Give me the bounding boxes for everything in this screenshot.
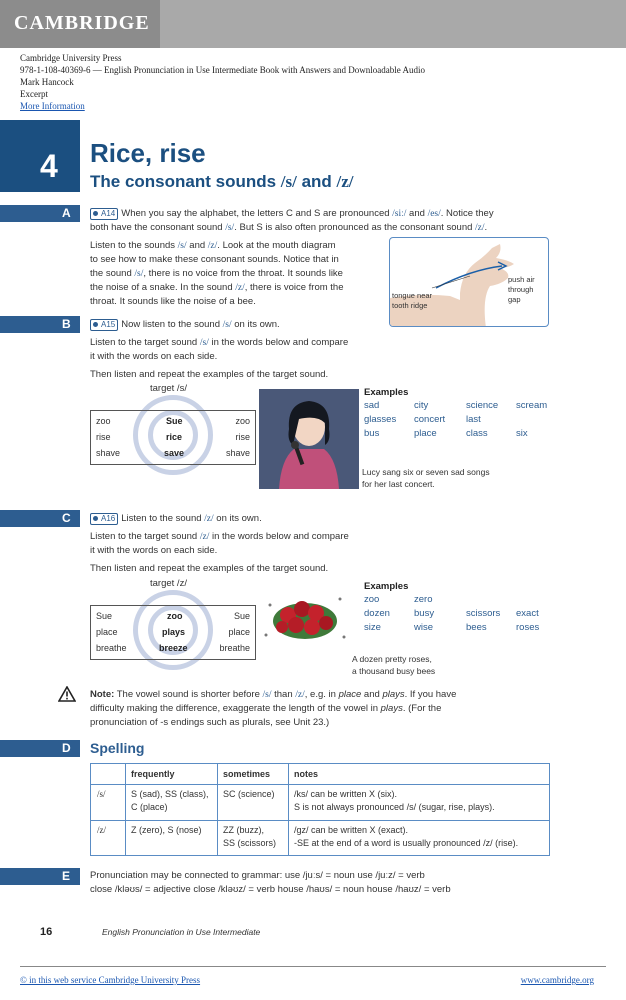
- section-b-caption: Lucy sang six or seven sad songs for her last concert.: [362, 467, 490, 489]
- example-word: zoo: [364, 594, 380, 605]
- audio-track-a16[interactable]: A16: [90, 513, 118, 525]
- table-divider: [217, 764, 218, 855]
- examples-s-title: Examples: [364, 387, 409, 398]
- unit-title: Rice, rise: [90, 138, 206, 168]
- row-frequently: C (place): [131, 802, 168, 812]
- section-c-line3: it with the words on each side.: [90, 545, 218, 556]
- examples-z-grid: [364, 594, 554, 636]
- section-d-letter: D: [62, 741, 71, 755]
- footer-divider: [20, 966, 606, 967]
- header-notes: notes: [294, 769, 319, 779]
- section-a-p2-line3: the sound /s/, there is no voice from the throat. It sounds like: [90, 268, 343, 279]
- book-title: English Pronunciation in Use Intermediate: [102, 927, 261, 937]
- example-word: bees: [466, 622, 487, 633]
- target-z-table: [90, 605, 256, 660]
- row-sound: /z/: [97, 825, 106, 835]
- example-word: size: [364, 622, 381, 633]
- target-z-diagram: [90, 578, 256, 678]
- section-a-intro-line1: A14 When you say the alphabet, the letters C and S are pronounced /siː/ and /es/. Notice they: [90, 207, 494, 221]
- target-s-label: target /s/: [150, 383, 187, 394]
- section-b-line4: Then listen and repeat the examples of the target sound.: [90, 369, 329, 380]
- example-word: last: [466, 414, 481, 425]
- section-c-line4: Then listen and repeat the examples of the target sound.: [90, 563, 329, 574]
- word-right: zoo: [235, 416, 250, 426]
- word-target: plays: [162, 627, 186, 637]
- word-left: zoo: [96, 416, 111, 426]
- word-target: save: [164, 448, 185, 458]
- section-a-letter: A: [62, 206, 71, 220]
- section-a-p2-line5: throat. It sounds like the noise of a bee.: [90, 296, 256, 307]
- example-word: science: [466, 400, 499, 411]
- section-c-line1: A16 Listen to the sound /z/ on its own.: [90, 512, 262, 526]
- examples-s-grid: [364, 400, 554, 442]
- section-b-line2: Listen to the target sound /s/ in the words below and compare: [90, 337, 349, 348]
- word-left: shave: [96, 448, 121, 458]
- diagram-label-tongue: tongue near tooth ridge: [392, 291, 433, 310]
- audio-track-a14[interactable]: A14: [90, 208, 118, 220]
- row-sometimes: SC (science): [223, 789, 275, 799]
- example-word: scream: [516, 400, 548, 411]
- section-b-line1: A15 Now listen to the sound /s/ on its own.: [90, 318, 280, 332]
- example-word: city: [414, 400, 429, 411]
- example-word: place: [414, 428, 437, 439]
- word-left: Sue: [96, 611, 113, 621]
- mouth-diagram: [389, 237, 549, 327]
- target-z-label: target /z/: [150, 578, 187, 589]
- header-sometimes: sometimes: [223, 769, 271, 779]
- author: Mark Hancock: [20, 77, 74, 87]
- section-e-letter: E: [62, 869, 71, 883]
- diagram-label-air: push air through gap: [508, 275, 535, 304]
- example-word: busy: [414, 608, 435, 619]
- example-word: six: [516, 428, 528, 439]
- row-notes: /gz/ can be written X (exact).: [294, 825, 409, 835]
- note-line1: Note: The vowel sound is shorter before /s/ than /z/, e.g. in place and plays. If you have: [90, 689, 457, 700]
- warning-icon: [58, 686, 76, 702]
- cambridge-logo: CAMBRIDGE: [14, 12, 150, 34]
- word-right: place: [228, 627, 250, 637]
- roses-illustration: [260, 585, 350, 645]
- example-word: scissors: [466, 608, 501, 619]
- copyright-link[interactable]: © in this web service Cambridge University Press: [20, 975, 201, 985]
- word-right: shave: [225, 448, 250, 458]
- more-information-link[interactable]: More Information: [20, 101, 85, 111]
- word-left: place: [96, 627, 118, 637]
- example-word: bus: [364, 428, 380, 439]
- word-right: breathe: [219, 643, 250, 653]
- section-a-p2-line2: to see how to make these consonant sounds. Notice that in: [90, 254, 339, 265]
- cambridge-site-link[interactable]: www.cambridge.org: [520, 975, 594, 985]
- example-word: sad: [364, 400, 380, 411]
- section-a-p2-line1: Listen to the sounds /s/ and /z/. Look at the mouth diagram: [90, 240, 336, 251]
- example-word: exact: [516, 608, 539, 619]
- word-target: rice: [166, 432, 183, 442]
- section-e-line1: Pronunciation may be connected to grammar: use /juːs/ = noun use /juːz/ = verb: [90, 870, 425, 881]
- row-notes: -SE at the end of a word is usually pronounced /z/ (rise).: [294, 838, 519, 848]
- isbn-line: 978-1-108-40369-6 — English Pronunciation in Use Intermediate Book with Answers and Downloadable Audio: [20, 65, 425, 75]
- note-line2: difficulty making the difference, exaggerate the length of the vowel in plays. (For the: [90, 703, 442, 714]
- excerpt-label: Excerpt: [20, 89, 48, 99]
- table-divider: [91, 784, 549, 785]
- row-sometimes: ZZ (buzz),: [223, 825, 265, 835]
- word-left: rise: [96, 432, 111, 442]
- table-divider: [288, 764, 289, 855]
- example-word: wise: [414, 622, 434, 633]
- examples-z-title: Examples: [364, 581, 409, 592]
- row-frequently: S (sad), SS (class),: [131, 789, 209, 799]
- note-line3: pronunciation of -s endings such as plurals, see Unit 23.): [90, 717, 330, 728]
- row-sound: /s/: [97, 789, 106, 799]
- row-frequently: Z (zero), S (nose): [131, 825, 202, 835]
- spelling-table: [90, 763, 550, 856]
- example-word: dozen: [364, 608, 390, 619]
- section-c-letter: C: [62, 511, 71, 525]
- example-word: class: [466, 428, 488, 439]
- unit-number: 4: [40, 148, 58, 184]
- section-e-line2: close /kləʊs/ = adjective close /kləʊz/ = verb house /haʊs/ = noun house /haʊz/ = verb: [90, 884, 451, 895]
- section-c-caption: A dozen pretty roses, a thousand busy bees: [352, 654, 436, 676]
- row-notes: /ks/ can be written X (six).: [294, 789, 398, 799]
- spelling-title: Spelling: [90, 740, 145, 756]
- example-word: roses: [516, 622, 540, 633]
- section-b-line3: it with the words on each side.: [90, 351, 218, 362]
- section-c-line2: Listen to the target sound /z/ in the words below and compare: [90, 531, 349, 542]
- word-right: rise: [235, 432, 250, 442]
- word-target: Sue: [166, 416, 183, 426]
- target-s-diagram: [90, 383, 256, 483]
- section-a-p2-line4: the noise of a snake. In the sound /z/, there is voice from the: [90, 282, 344, 293]
- row-notes: S is not always pronounced /s/ (sugar, rise, plays).: [294, 802, 495, 812]
- word-left: breathe: [96, 643, 127, 653]
- example-word: concert: [414, 414, 446, 425]
- example-word: glasses: [364, 414, 397, 425]
- publisher: Cambridge University Press: [20, 53, 122, 63]
- word-target: breeze: [159, 643, 188, 653]
- section-a-intro-line2: both have the consonant sound /s/. But S is also often pronounced as the consonant sound /z/.: [90, 222, 488, 233]
- row-sometimes: SS (scissors): [223, 838, 277, 848]
- singer-illustration: [259, 389, 359, 489]
- unit-subtitle: The consonant sounds /s/ and /z/: [90, 172, 354, 191]
- section-b-letter: B: [62, 317, 71, 331]
- header-frequently: frequently: [131, 769, 175, 779]
- table-divider: [91, 820, 549, 821]
- audio-track-a15[interactable]: A15: [90, 319, 118, 331]
- table-divider: [125, 764, 126, 855]
- word-right: Sue: [233, 611, 250, 621]
- page-number: 16: [40, 926, 53, 938]
- word-target: zoo: [167, 611, 183, 621]
- example-word: zero: [414, 594, 433, 605]
- target-s-table: [90, 410, 256, 465]
